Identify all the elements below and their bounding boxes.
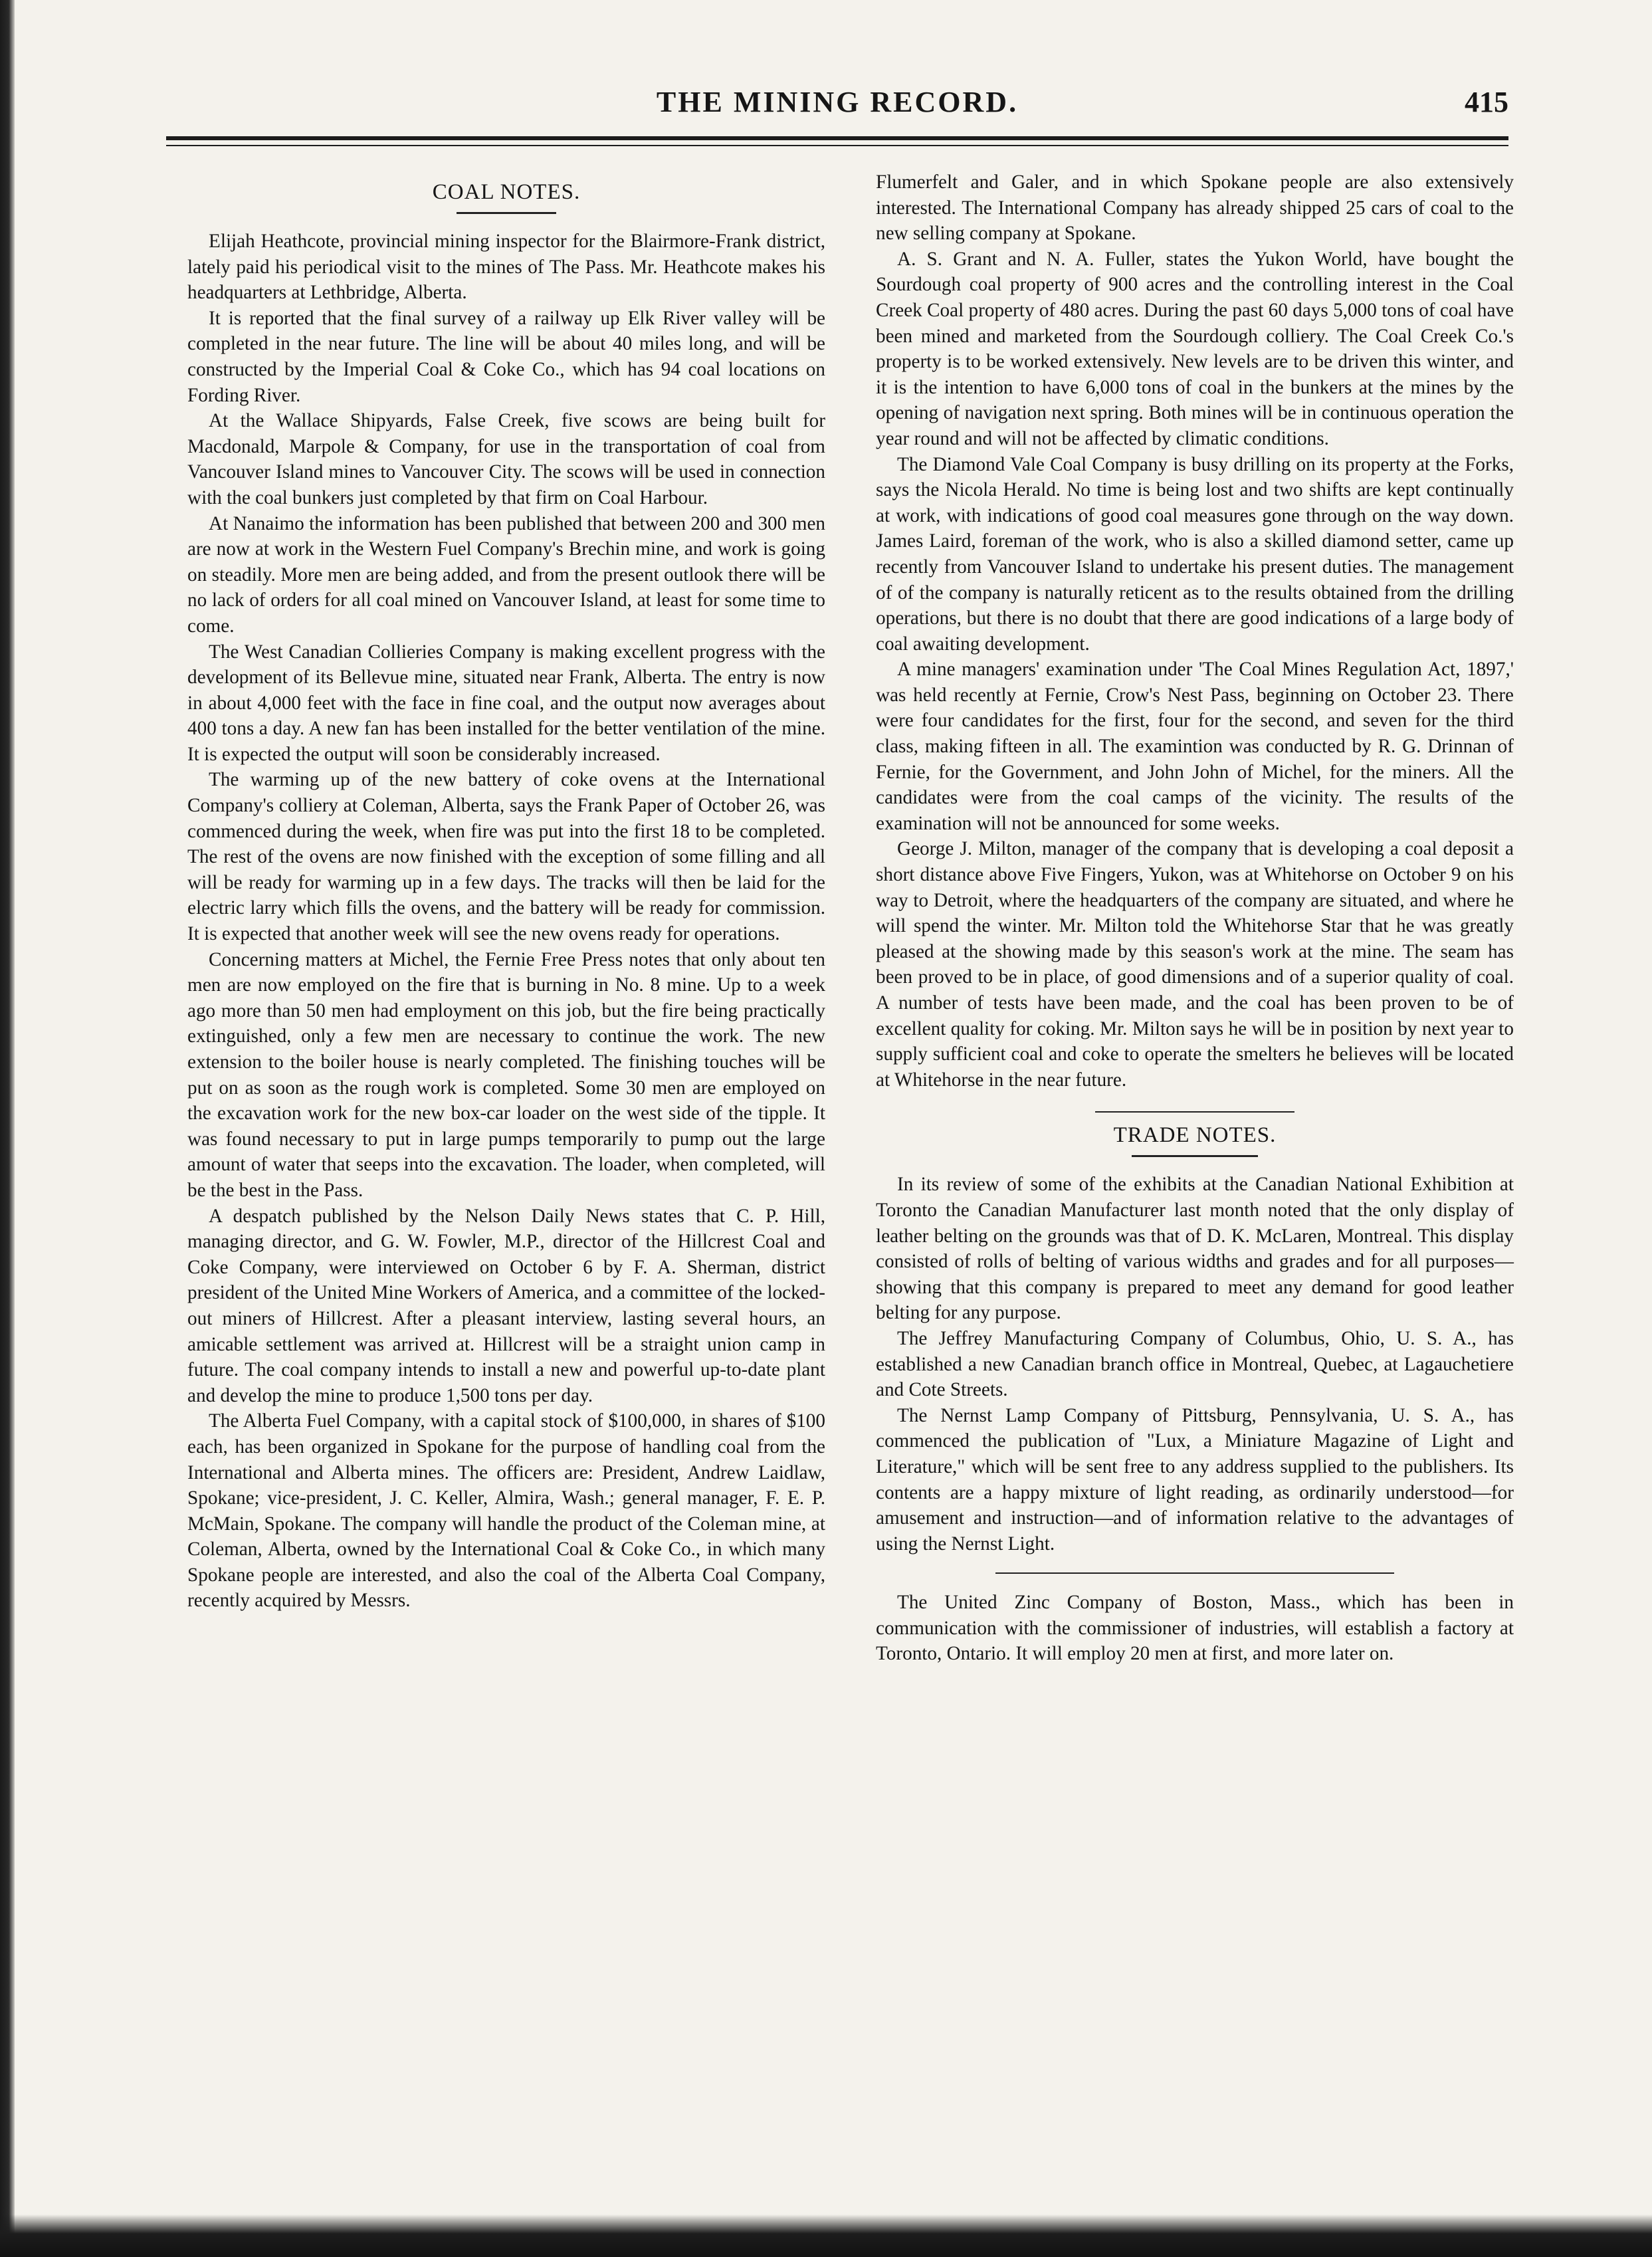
running-title: THE MINING RECORD. <box>656 86 1019 118</box>
header-rule-thin <box>166 145 1508 146</box>
trade-notes-title: TRADE NOTES. <box>1113 1123 1277 1148</box>
page-number: 415 <box>1465 86 1508 118</box>
article-paragraph: A mine managers' examination under 'The Coal Mines Regulation Act, 1897,' was held recently at Fernie, Crow's Nest Pass, beginning on October 23. There were four candidates for the first, four for the second, and seven for the third class, making fifteen in all. The examintion was conducted by R. G. Drinnan of Fernie, for the Government, and John John of Michel, for the miners. All the candidates were from the coal camps of the vicinity. The results of the examination will not be announced for some weeks. <box>876 659 1514 834</box>
header-rule-thick <box>166 136 1508 140</box>
page-bottom-shadow <box>0 2214 1652 2257</box>
left-column <box>187 169 825 1614</box>
trade-notes-top-rule <box>1095 1111 1294 1113</box>
article-paragraph: A. S. Grant and N. A. Fuller, states the Yukon World, have bought the Sourdough coal property of 900 acres and the controlling interest in the Coal Creek Coal property of 480 acres. During the past 60 days 5,000 tons of coal have been mined and marketed from the Sourdough colliery. The Coal Creek Co.'s property is to be worked extensively. New levels are to be driven this winter, and it is the intention to have 6,000 tons of coal in the bunkers at the mines by the opening of navigation next spring. Both mines will be in continuous operation the year round and will not be affected by climatic conditions. <box>876 248 1514 449</box>
coal-notes-title-rule <box>457 212 556 214</box>
article-paragraph: The West Canadian Collieries Company is making excellent progress with the development of its Bellevue mine, situated near Frank, Alberta. The entry is now in about 4,000 feet with the face in fine coal, and the output now averages about 400 tons a day. A new fan has been installed for the better ventilation of the mine. It is expected the output will soon be considerably increased. <box>187 641 825 765</box>
page-spine-shadow <box>0 0 15 2257</box>
article-paragraph: The United Zinc Company of Boston, Mass., which has been in communication with the commissioner of industries, will establish a factory at Toronto, Ontario. It will employ 20 men at first, and more later on. <box>876 1592 1514 1665</box>
right-column <box>876 169 1514 1667</box>
trade-notes-title-rule <box>1132 1155 1258 1157</box>
article-paragraph: A despatch published by the Nelson Daily News states that C. P. Hill, managing director, and G. W. Fowler, M.P., director of the Hillcrest Coal and Coke Company, were interviewed on October 6 by F. A. Sherman, district president of the United Mine Workers of America, and a committee of the locked-out miners of Hillcrest. After a pleasant interview, lasting several hours, an amicable settlement was arrived at. Hillcrest will be a straight union camp in future. The coal company intends to install a new and powerful up-to-date plant and develop the mine to produce 1,500 tons per day. <box>187 1205 825 1406</box>
article-separator-rule <box>995 1572 1394 1574</box>
article-paragraph: The Nernst Lamp Company of Pittsburg, Pennsylvania, U. S. A., has commenced the publication of "Lux, a Miniature Magazine of Light and Literature," which will be sent free to any address supplied to the publishers. Its contents are a happy mixture of light reading, as ordinarily understood—for amusement and instruction—and of information relative to the advantages of using the Nernst Light. <box>876 1404 1514 1555</box>
article-paragraph-continued: Flumerfelt and Galer, and in which Spokane people are also extensively interested. The International Company has already shipped 25 cars of coal to the new selling company at Spokane. <box>876 171 1514 245</box>
coal-notes-title: COAL NOTES. <box>432 180 581 204</box>
article-paragraph: Concerning matters at Michel, the Fernie Free Press notes that only about ten men are now employed on the fire that is burning in No. 8 mine. Up to a week ago more than 50 men had employment on this job, but the fire being practically extinguished, only a few men are necessary to continue the work. The new extension to the boiler house is nearly completed. The finishing touches will be put on as soon as the rough work is completed. Some 30 men are employed on the excavation work for the new box-car loader on the west side of the tipple. It was found necessary to put in large pumps temporarily to pump out the large amount of water that seeps into the excavation. The loader, when completed, will be the best in the Pass. <box>187 948 825 1201</box>
article-paragraph: In its review of some of the exhibits at the Canadian National Exhibition at Toronto the Canadian Manufacturer last month noted that the only display of leather belting on the grounds was that of D. K. McLaren, Montreal. This display consisted of rolls of belting of various widths and grades and for all purposes—showing that this company is prepared to meet any demand for good leather belting for any purpose. <box>876 1174 1514 1324</box>
article-paragraph: The Diamond Vale Coal Company is busy drilling on its property at the Forks, says the Nicola Herald. No time is being lost and two shifts are kept continually at work, with indications of good coal measures gone through on the way down. James Laird, foreman of the work, who is also a skilled diamond setter, came up recently from Vancouver Island to undertake his present duties. The management of of the company is naturally reticent as to the results obtained from the drilling operations, but there is no doubt that there are good indications of a large body of coal awaiting development. <box>876 453 1514 655</box>
page-header <box>166 85 1508 125</box>
article-paragraph: Elijah Heathcote, provincial mining inspector for the Blairmore-Frank district, lately paid his periodical visit to the mines of The Pass. Mr. Heathcote makes his headquarters at Lethbridge, Alberta. <box>187 231 825 304</box>
article-paragraph: The warming up of the new battery of coke ovens at the International Company's colliery at Coleman, Alberta, says the Frank Paper of October 26, was commenced during the week, when fire was put into the first 18 to be completed. The rest of the ovens are now finished with the exception of some filling and all will be ready for warming up in a few days. The tracks will then be laid for the electric larry which fills the ovens, and the battery will be ready for commission. It is expected that another week will see the new ovens ready for operations. <box>187 769 825 945</box>
article-paragraph: At the Wallace Shipyards, False Creek, five scows are being built for Macdonald, Marpole & Company, for use in the transportation of coal from Vancouver Island mines to Vancouver City. The scows will be used in connection with the coal bunkers just completed by that firm on Coal Harbour. <box>187 410 825 508</box>
article-paragraph: It is reported that the final survey of a railway up Elk River valley will be completed in the near future. The line will be about 40 miles long, and will be constructed by the Imperial Coal & Coke Co., which has 94 coal locations on Fording River. <box>187 307 825 406</box>
article-paragraph: George J. Milton, manager of the company that is developing a coal deposit a short distance above Five Fingers, Yukon, was at Whitehorse on October 9 on his way to Detroit, where the headquarters of the company are situated, and where he will spend the winter. Mr. Milton told the Whitehorse Star that he was greatly pleased at the showing made by this season's work at the mine. The seam has been proved to be in place, of good dimensions and of a superior quality of coal. A number of tests have been made, and the coal has been proven to be of excellent quality for coking. Mr. Milton says he will be in position by next year to supply sufficient coal and coke to operate the smelters he believes will be located at Whitehorse in the near future. <box>876 838 1514 1091</box>
article-paragraph: The Alberta Fuel Company, with a capital stock of $100,000, in shares of $100 each, has been organized in Spokane for the purpose of handling coal from the International and Alberta mines. The officers are: President, Andrew Laidlaw, Spokane; vice-president, J. C. Keller, Almira, Wash.; general manager, F. E. P. McMain, Spokane. The company will handle the product of the Coleman mine, at Coleman, Alberta, owned by the International Coal & Coke Co., in which many Spokane people are interested, and also the coal of the Alberta Coal Company, recently acquired by Messrs. <box>187 1410 825 1612</box>
article-paragraph: At Nanaimo the information has been published that between 200 and 300 men are now at work in the Western Fuel Company's Brechin mine, and work is going on steadily. More men are being added, and from the present outlook there will be no lack of orders for all coal mined on Vancouver Island, at least for some time to come. <box>187 512 825 637</box>
article-paragraph: The Jeffrey Manufacturing Company of Columbus, Ohio, U. S. A., has established a new Canadian branch office in Montreal, Quebec, at Lagauchetiere and Cote Streets. <box>876 1327 1514 1401</box>
